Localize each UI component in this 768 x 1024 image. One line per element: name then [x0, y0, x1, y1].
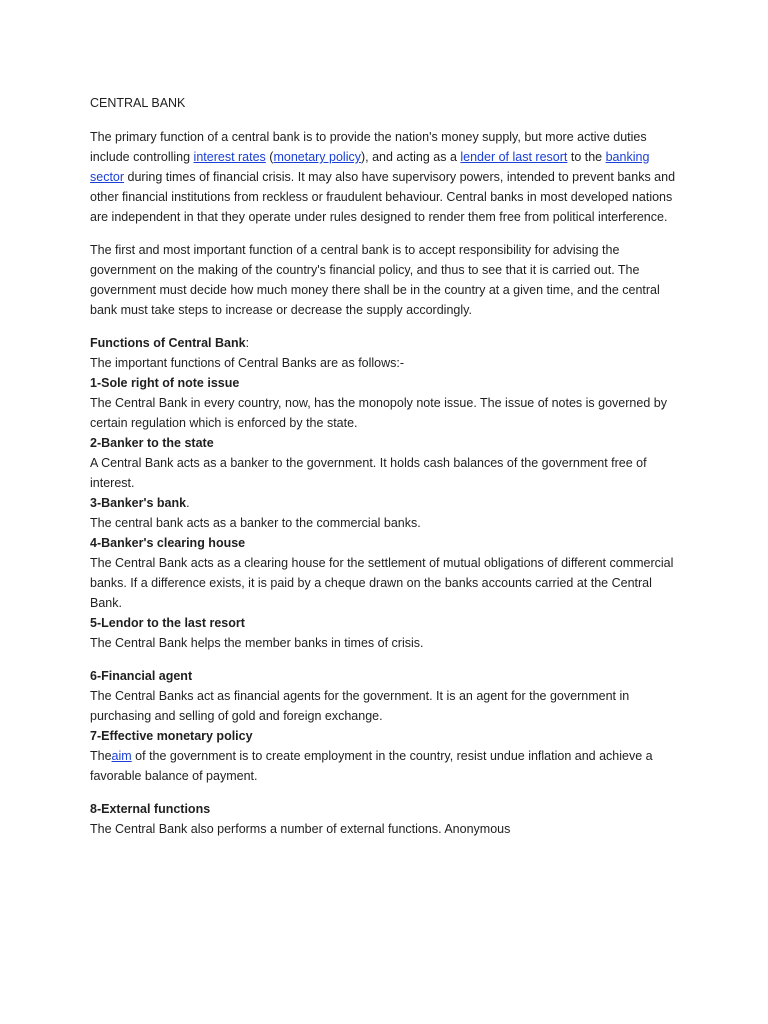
section-heading-last-resort: 5-Lendor to the last resort — [90, 616, 245, 630]
section-heading-bankers-bank: 3-Banker's bank — [90, 496, 187, 510]
functions-intro: The important functions of Central Banks are as follows:- — [90, 356, 405, 370]
section-heading-monetary-policy: 7-Effective monetary policy — [90, 729, 253, 743]
monetary-text-post: of the government is to create employment in the country, resist undue inflation and achieve a favorable balance of payment. — [90, 749, 653, 783]
interest-rates-link[interactable]: interest rates — [193, 150, 266, 164]
section-text-bankers-bank: The central bank acts as a banker to the commercial banks. — [90, 516, 421, 530]
section-text-note-issue: The Central Bank in every country, now, has the monopoly note issue. The issue of notes is governed by certain regulation which is enforced by the state. — [90, 396, 667, 430]
document-page — [90, 93, 680, 839]
section-text-monetary-policy — [90, 746, 680, 786]
section-text-external-functions: The Central Bank also performs a number of external functions. Anonymous — [90, 822, 511, 836]
aim-link[interactable]: aim — [111, 749, 132, 763]
section-heading-external-functions: 8-External functions — [90, 802, 211, 816]
monetary-policy-link[interactable]: monetary policy — [273, 150, 361, 164]
document-title: CENTRAL BANK — [90, 96, 186, 110]
banking-sector-link[interactable]: banking sector — [90, 150, 650, 184]
section-text-banker-to-state: A Central Bank acts as a banker to the government. It holds cash balances of the government free of interest. — [90, 456, 647, 490]
section-text-clearing-house: The Central Bank acts as a clearing house for the settlement of mutual obligations of different commercial banks. If a difference exists, it is paid by a cheque drawn on the banks accounts carried at the Central Bank. — [90, 556, 674, 610]
section-heading-clearing-house: 4-Banker's clearing house — [90, 536, 246, 550]
functions-heading-colon: : — [245, 336, 250, 350]
section-heading-banker-to-state: 2-Banker to the state — [90, 436, 214, 450]
section-heading-bankers-bank-suffix: . — [186, 496, 190, 510]
functions-heading-line — [90, 333, 680, 353]
intro-text-1: The primary function of a central bank is to provide the nation's money supply, but more active duties include controlling — [90, 130, 647, 164]
responsibility-paragraph: The first and most important function of a central bank is to accept responsibility for advising the government on the making of the country's financial policy, and thus to see that it is carried out. The government must decide how much money there shall be in the country at a given time, and the central bank must take steps to increase or decrease the supply accordingly. — [90, 243, 660, 317]
intro-paragraph — [90, 127, 680, 227]
monetary-text-pre: The — [90, 749, 112, 763]
lender-of-last-resort-link[interactable]: lender of last resort — [460, 150, 568, 164]
section-heading-note-issue: 1-Sole right of note issue — [90, 376, 240, 390]
functions-heading: Functions of Central Bank — [90, 336, 246, 350]
intro-text-4: to the — [567, 150, 606, 164]
intro-text-3: ), and acting as a — [361, 150, 461, 164]
section-text-financial-agent: The Central Banks act as financial agents for the government. It is an agent for the government in purchasing and selling of gold and foreign exchange. — [90, 689, 630, 723]
section-heading-financial-agent: 6-Financial agent — [90, 669, 193, 683]
section-text-last-resort: The Central Bank helps the member banks in times of crisis. — [90, 636, 424, 650]
section-heading-bankers-bank-line — [90, 493, 680, 513]
intro-text-5: during times of financial crisis. It may also have supervisory powers, intended to prevent banks and other financial institutions from reckless or fraudulent behaviour. Central banks in most developed nations are independent in that they operate under rules designed to render them free from political interference. — [90, 170, 676, 224]
intro-text-2: ( — [265, 150, 274, 164]
